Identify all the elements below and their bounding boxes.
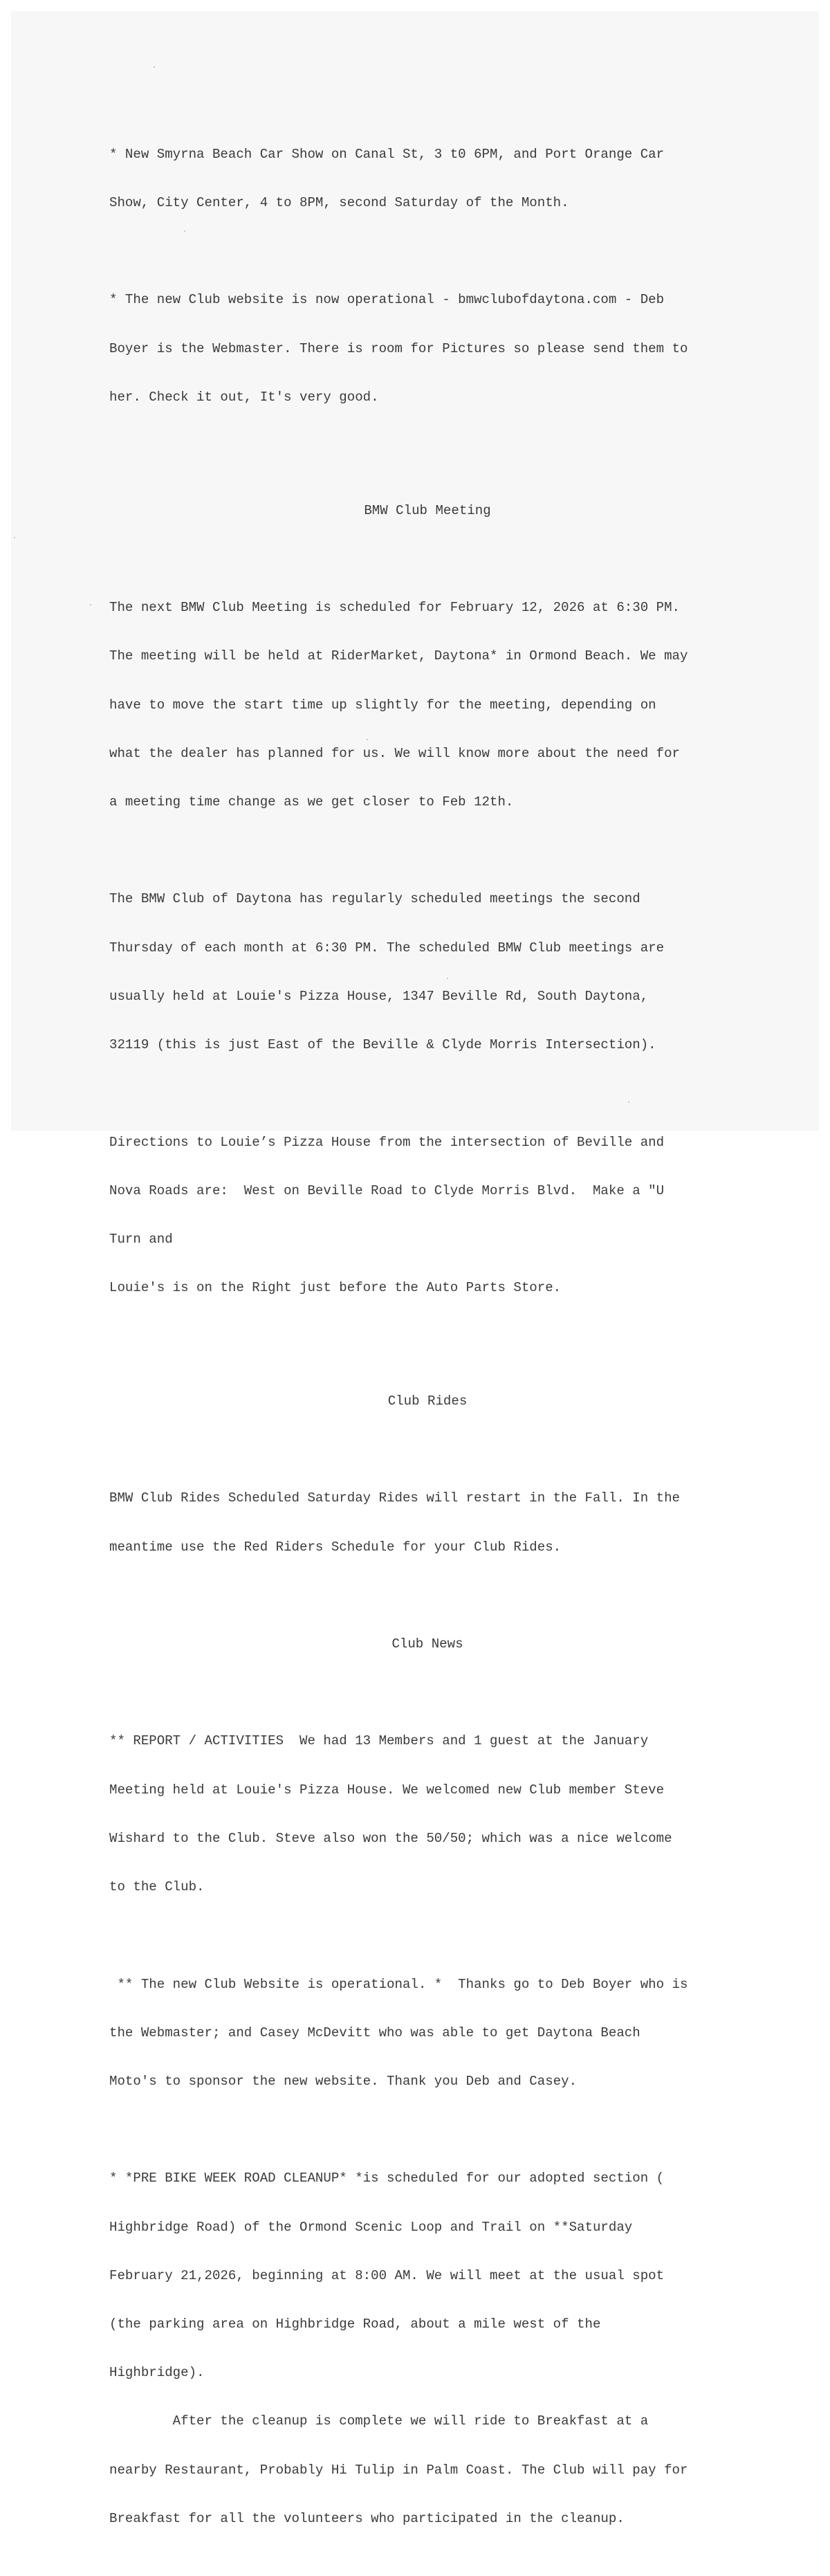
- text-line: Highbridge Road) of the Ormond Scenic Loop and Trail on **Saturday: [109, 2219, 633, 2235]
- text-line: Moto's to sponsor the new website. Thank you Deb and Casey.: [109, 2073, 578, 2089]
- rides-section-heading: [109, 1361, 746, 1442]
- directions-paragraph: [109, 1102, 746, 1329]
- road-cleanup-paragraph: [109, 2139, 746, 2560]
- meeting-section-heading: [109, 471, 746, 551]
- report-activities-paragraph: [109, 1701, 746, 1928]
- text-line: Nova Roads are: West on Beville Road to Clyde Morris Blvd. Make a "U: [109, 1182, 665, 1198]
- text-line: Thursday of each month at 6:30 PM. The scheduled BMW Club meetings are: [109, 940, 665, 956]
- text-line: (the parking area on Highbridge Road, about a mile west of the: [109, 2317, 601, 2332]
- text-line: her. Check it out, It's very good.: [109, 389, 379, 405]
- text-line: Meeting held at Louie's Pizza House. We welcomed new Club member Steve: [109, 1782, 665, 1798]
- next-meeting-paragraph: [109, 567, 746, 843]
- section-heading: BMW Club Meeting: [364, 502, 491, 518]
- text-line: the Webmaster; and Casey McDevitt who was able to get Daytona Beach: [109, 2025, 640, 2040]
- text-line: have to move the start time up slightly for the meeting, depending on: [109, 697, 656, 713]
- text-line: The meeting will be held at RiderMarket, Daytona* in Ormond Beach. We may: [109, 648, 688, 664]
- spacer: [109, 1345, 746, 1361]
- news-section-heading: [109, 1604, 746, 1685]
- scan-speck: [90, 604, 91, 605]
- car-show-notice: [109, 114, 746, 244]
- text-line: a meeting time change as we get closer to Feb 12th.: [109, 794, 514, 810]
- text-line: February 21,2026, beginning at 8:00 AM. We will meet at the usual spot: [109, 2267, 665, 2283]
- text-line: The BMW Club of Daytona has regularly scheduled meetings the second: [109, 891, 640, 907]
- regular-schedule-paragraph: [109, 859, 746, 1086]
- text-line: * The new Club website is now operational - bmwclubofdaytona.com - Deb: [109, 292, 665, 308]
- scan-speck: [14, 537, 15, 538]
- text-line: Turn and: [109, 1231, 173, 1247]
- text-line: ** REPORT / ACTIVITIES We had 13 Members and 1 guest at the January: [109, 1733, 649, 1749]
- text-line: to the Club.: [109, 1879, 205, 1895]
- text-line: usually held at Louie's Pizza House, 1347 Beville Rd, South Daytona,: [109, 988, 649, 1004]
- spacer: [109, 455, 746, 471]
- text-line: BMW Club Rides Scheduled Saturday Rides will restart in the Fall. In the: [109, 1490, 680, 1506]
- text-line: Highbridge).: [109, 2365, 205, 2381]
- website-news-paragraph: [109, 1944, 746, 2122]
- newsletter-page: [109, 114, 746, 2576]
- text-line: meantime use the Red Riders Schedule for your Club Rides.: [109, 1539, 562, 1555]
- text-line: what the dealer has planned for us. We will know more about the need for: [109, 745, 680, 761]
- rides-paragraph: [109, 1459, 746, 1588]
- text-line: * New Smyrna Beach Car Show on Canal St, 3 t0 6PM, and Port Orange Car: [109, 146, 665, 162]
- text-line: Show, City Center, 4 to 8PM, second Saturday of the Month.: [109, 195, 569, 211]
- text-line: 32119 (this is just East of the Beville & Clyde Morris Intersection).: [109, 1037, 656, 1053]
- text-line: Breakfast for all the volunteers who participated in the cleanup.: [109, 2510, 625, 2526]
- text-line: The next BMW Club Meeting is scheduled for February 12, 2026 at 6:30 PM.: [109, 600, 680, 616]
- text-line: * *PRE BIKE WEEK ROAD CLEANUP* *is scheduled for our adopted section (: [109, 2171, 665, 2186]
- text-line: Directions to Louie’s Pizza House from the intersection of Beville and: [109, 1134, 665, 1150]
- text-line: Louie's is on the Right just before the Auto Parts Store.: [109, 1280, 562, 1296]
- text-line: ** The new Club Website is operational. * Thanks go to Deb Boyer who is: [109, 1976, 688, 1992]
- text-line: nearby Restaurant, Probably Hi Tulip in Palm Coast. The Club will pay for: [109, 2462, 688, 2478]
- section-heading: Club Rides: [387, 1393, 468, 1409]
- scan-speck: [154, 66, 155, 68]
- text-line: Wishard to the Club. Steve also won the 50/50; which was a nice welcome: [109, 1830, 672, 1846]
- text-line: After the cleanup is complete we will ride to Breakfast at a: [109, 2413, 649, 2429]
- text-line: Boyer is the Webmaster. There is room for Pictures so please send them to: [109, 340, 688, 356]
- section-heading: Club News: [391, 1636, 463, 1652]
- website-notice: [109, 260, 746, 438]
